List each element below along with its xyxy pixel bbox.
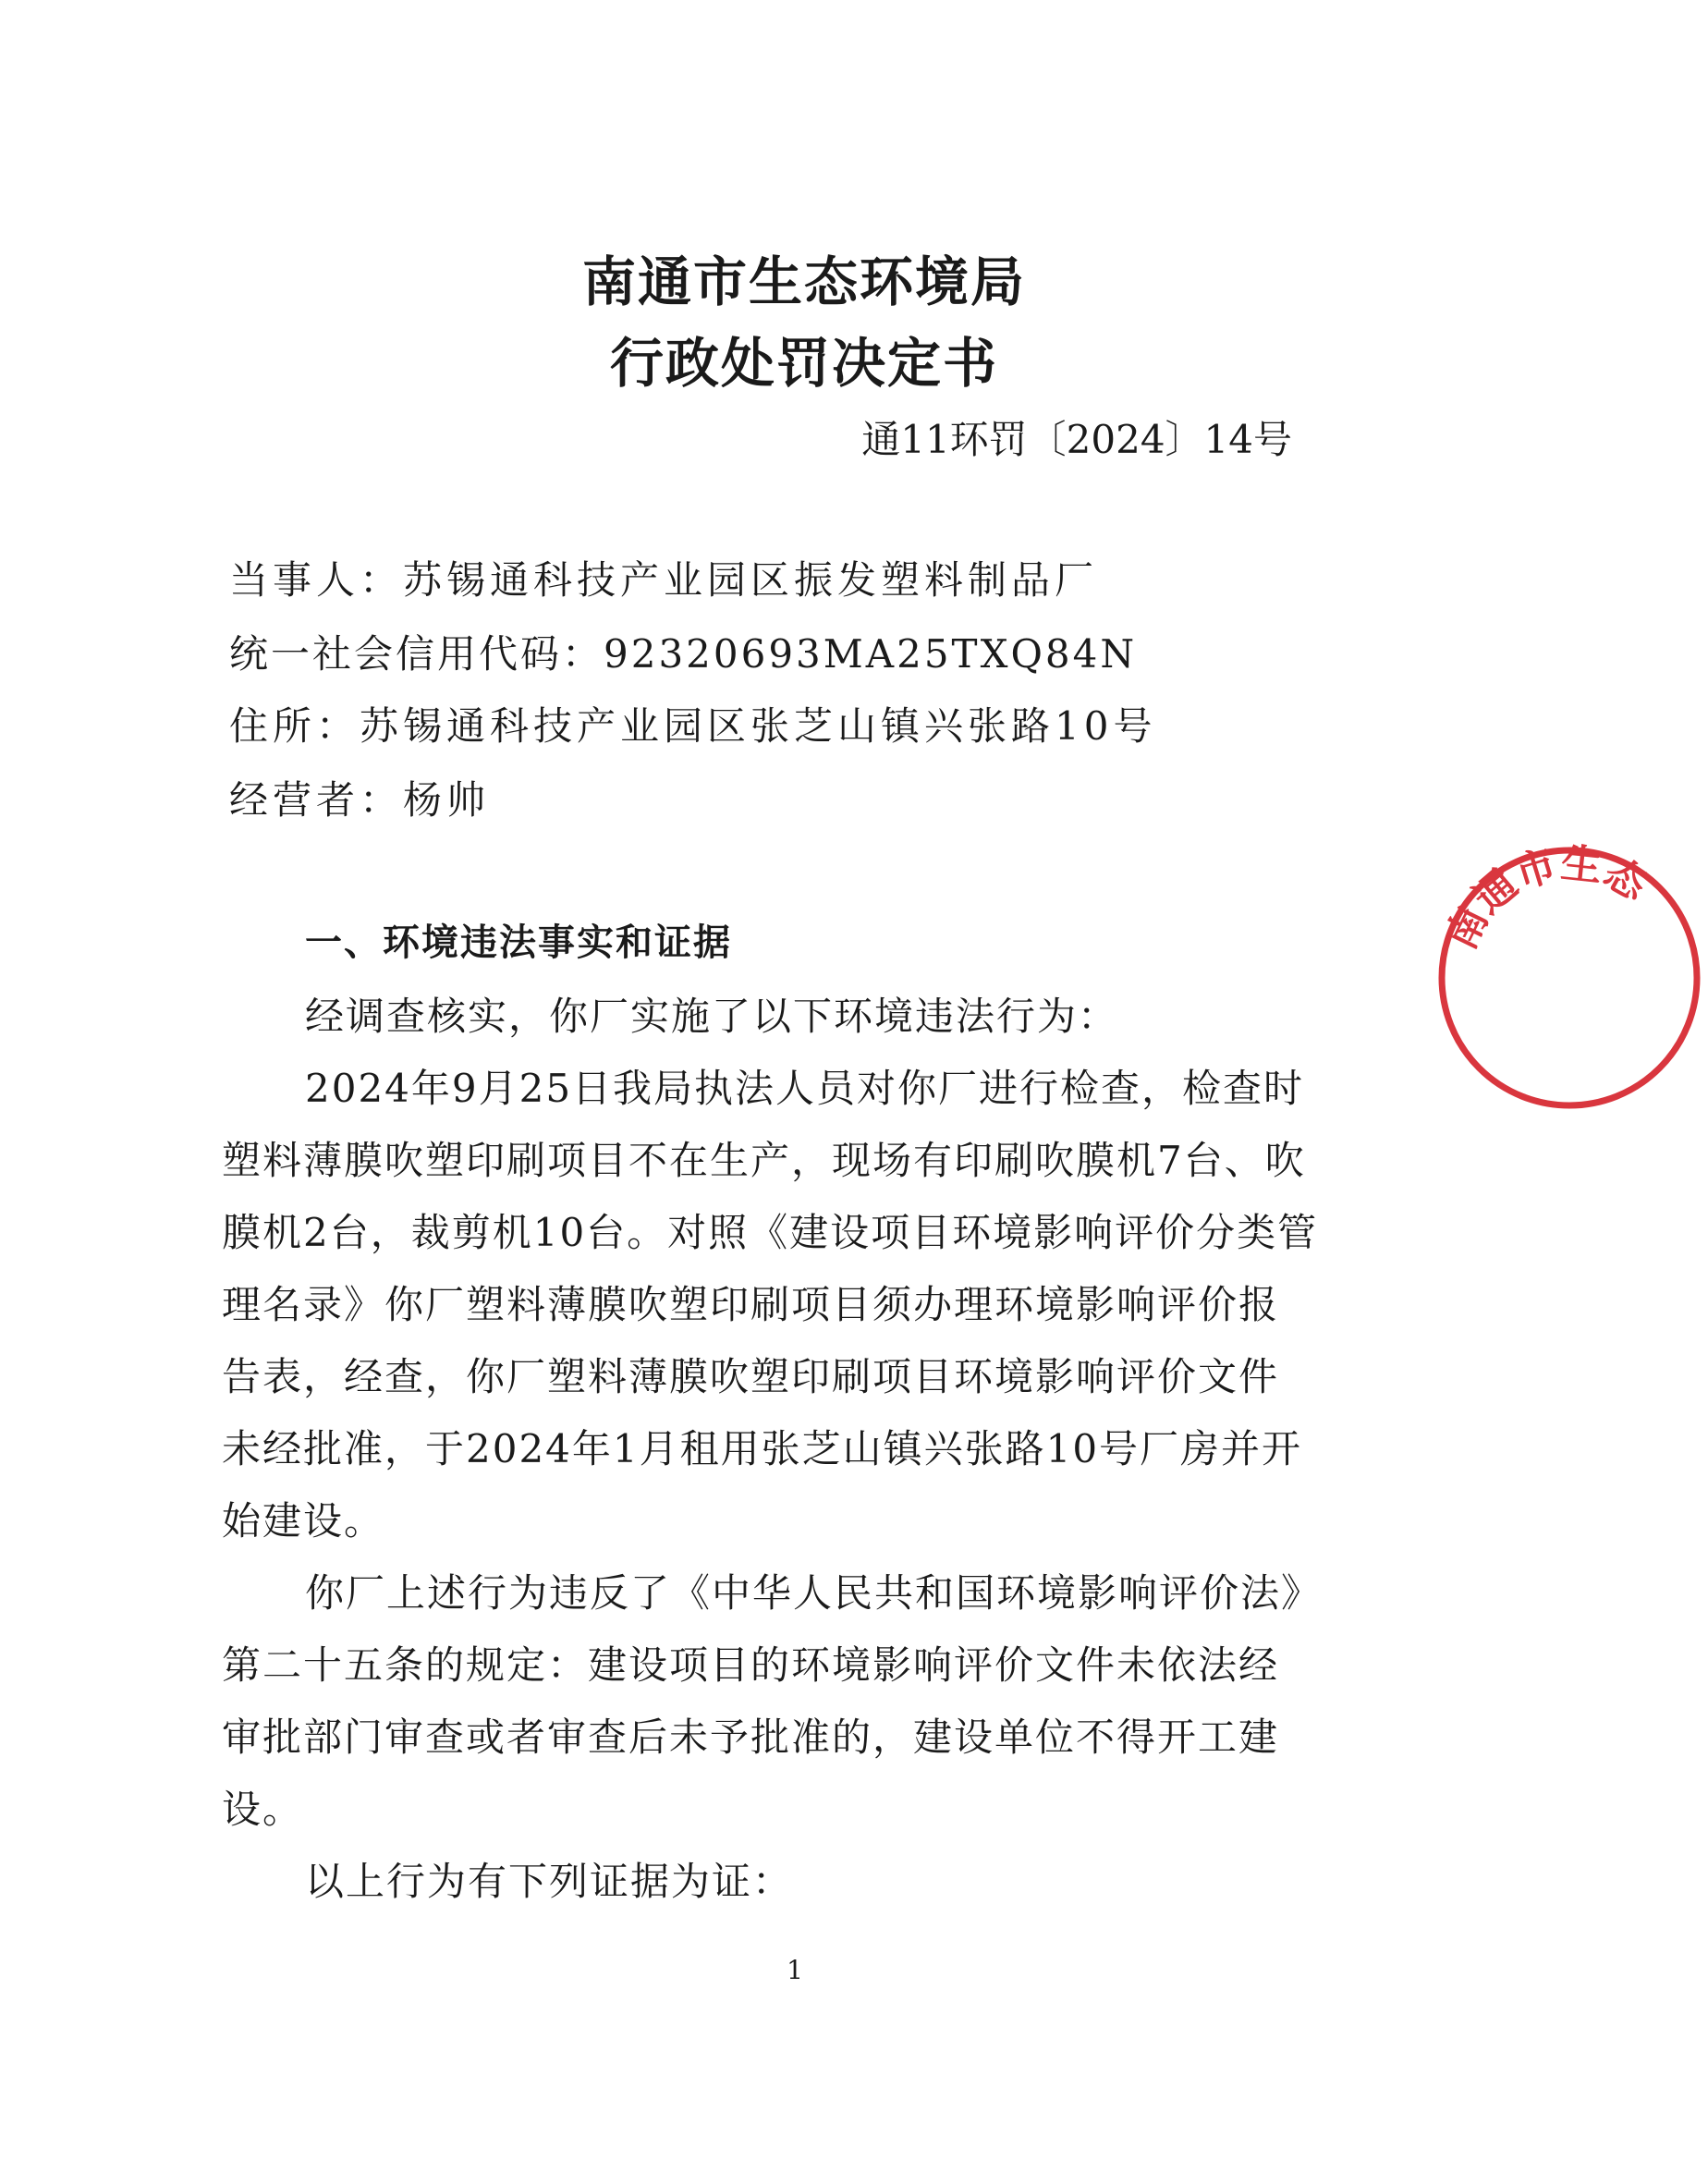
body-line: 第二十五条的规定：建设项目的环境影响评价文件未依法经	[222, 1642, 1280, 1688]
body-line: 设。	[222, 1787, 304, 1832]
issuer-title: 南通市生态环境局	[581, 250, 1026, 313]
body-line: 2024年9月25日我局执法人员对你厂进行检查，检查时	[305, 1066, 1305, 1111]
body-line: 告表，经查，你厂塑料薄膜吹塑印刷项目环境影响评价文件	[222, 1354, 1280, 1399]
party-credit-code: 统一社会信用代码：92320693MA25TXQ84N	[229, 631, 1138, 677]
body-line: 审批部门审查或者审查后未予批准的，建设单位不得开工建	[222, 1715, 1280, 1760]
body-line: 理名录》你厂塑料薄膜吹塑印刷项目须办理环境影响评价报	[222, 1282, 1280, 1327]
document-number: 通11环罚〔2024〕14号	[861, 417, 1292, 462]
document-title: 行政处罚决定书	[609, 332, 998, 395]
body-line: 始建设。	[222, 1498, 385, 1544]
body-line: 经调查核实，你厂实施了以下环境违法行为：	[305, 994, 1119, 1039]
page-number: 1	[787, 1955, 803, 1985]
body-line: 塑料薄膜吹塑印刷项目不在生产，现场有印刷吹膜机7台、吹	[222, 1138, 1306, 1183]
seal-text: 南通市生态	[1437, 839, 1655, 958]
body-line: 以上行为有下列证据为证：	[305, 1859, 794, 1904]
section-heading: 一、环境违法事实和证据	[305, 921, 732, 964]
party-name: 当事人：苏锡通科技产业园区振发塑料制品厂	[229, 557, 1099, 603]
body-line: 膜机2台，裁剪机10台。对照《建设项目环境影响评价分类管	[222, 1210, 1319, 1255]
official-seal-icon	[1431, 839, 1708, 1117]
party-operator: 经营者：杨帅	[229, 777, 491, 823]
body-line: 你厂上述行为违反了《中华人民共和国环境影响评价法》	[305, 1570, 1323, 1616]
party-address: 住所：苏锡通科技产业园区张芝山镇兴张路10号	[229, 703, 1157, 749]
body-line: 未经批准，于2024年1月租用张芝山镇兴张路10号厂房并开	[222, 1426, 1303, 1471]
